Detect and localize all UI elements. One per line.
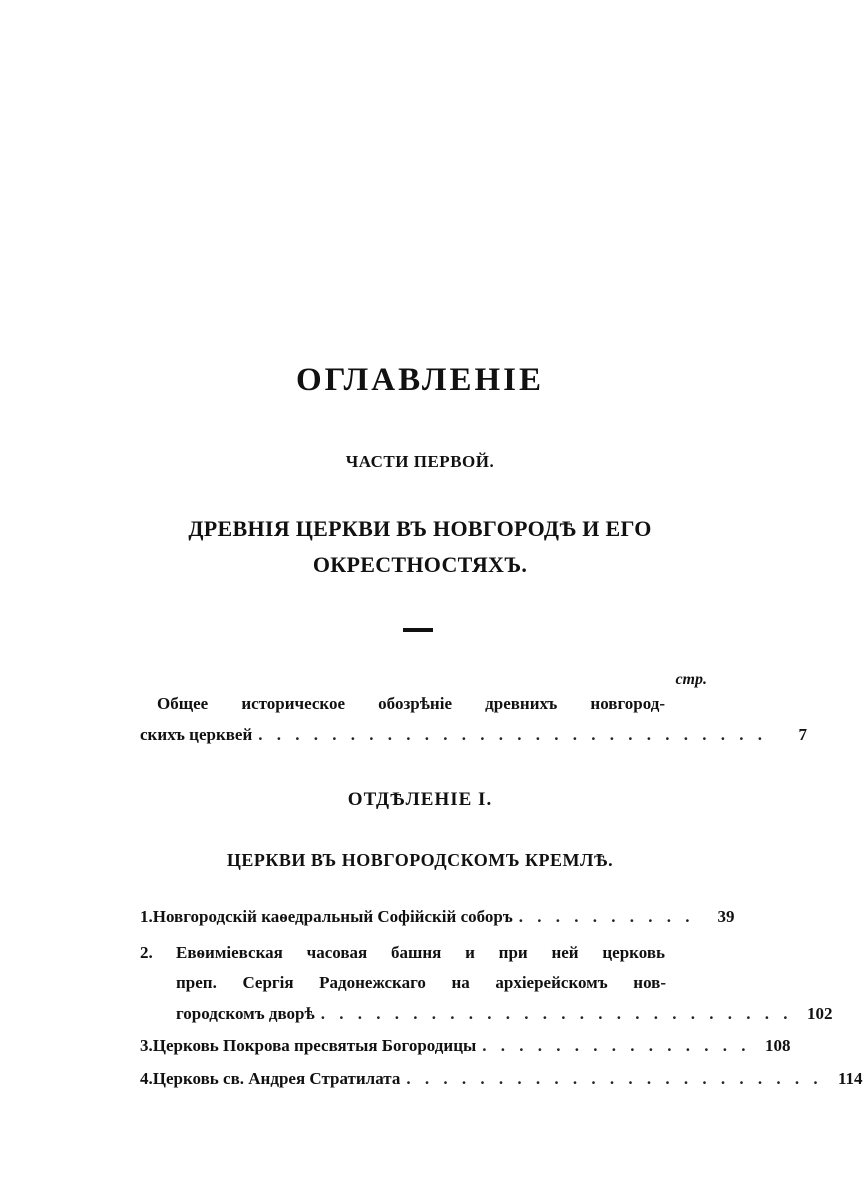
intro-word: древнихъ	[485, 694, 558, 713]
intro-entry-text: скихъ церквей	[140, 725, 253, 744]
section-subheading: ЦЕРКВИ ВЪ НОВГОРОДСКОМЪ КРЕМЛѢ.	[226, 850, 614, 870]
entry-word: часовая	[306, 943, 368, 962]
entry-title: Церковь св. Андрея Стратилата	[152, 1069, 401, 1088]
entry-number: 2.	[140, 943, 153, 962]
entry-page-number: 39	[717, 907, 735, 926]
entry-word: Сергія	[242, 973, 294, 992]
entry-word: на	[451, 973, 470, 992]
entry-word: Евѳиміевская	[176, 943, 283, 962]
entry-number: 3.	[140, 1036, 153, 1055]
intro-word: Общее	[157, 694, 209, 713]
toc-entry-2-line-1	[140, 943, 665, 963]
intro-word: историческое	[241, 694, 346, 713]
entry-word: архіерейскомъ	[495, 973, 608, 992]
intro-page-number: 7	[798, 725, 808, 744]
toc-entry-2-line-2	[176, 973, 666, 993]
section-heading: ОТДѢЛЕНІЕ I.	[347, 789, 493, 810]
toc-entry-3	[140, 1036, 791, 1056]
entry-page-number: 102	[806, 1004, 833, 1023]
intro-word: новгород-	[590, 694, 665, 713]
separator-dash	[403, 628, 433, 632]
entry-word: преп.	[176, 973, 217, 992]
entry-title: Церковь Покрова пресвятыя Богородицы	[152, 1036, 477, 1055]
entry-title-end: городскомъ дворѣ	[176, 1004, 315, 1023]
intro-word: обозрѣніе	[378, 694, 452, 713]
leader-dots: . . . . . . . . . . . . . . . . . . . . . . . . . . . .	[258, 725, 768, 744]
entry-number: 1.	[140, 907, 153, 926]
entry-word: башня	[390, 943, 442, 962]
entry-word: ней	[551, 943, 579, 962]
intro-entry-line-1	[157, 694, 665, 714]
intro-entry-line-2	[140, 725, 808, 745]
entry-page-number: 114	[838, 1069, 863, 1088]
entry-word: нов-	[633, 973, 666, 992]
subtitle-line-1: ДРЕВНІЯ ЦЕРКВИ ВЪ НОВГОРОДѢ И ЕГО	[188, 516, 652, 541]
entry-title: Новгородскій каѳедральный Софійскій соборъ	[152, 907, 513, 926]
page-column-label: стр.	[675, 671, 707, 688]
leader-dots: . . . . . . . . . . . . . . . . . . . . . . .	[406, 1069, 823, 1088]
part-label: ЧАСТИ ПЕРВОЙ.	[345, 452, 495, 471]
toc-entry-2-line-3	[176, 1004, 833, 1024]
leader-dots: . . . . . . . . . . . . . . .	[482, 1036, 751, 1055]
entry-page-number: 108	[765, 1036, 791, 1055]
toc-entry-1	[140, 907, 735, 927]
entry-number: 4.	[140, 1069, 153, 1088]
leader-dots: . . . . . . . . . . . . . . . . . . . . . . . . . .	[320, 1004, 793, 1023]
leader-dots: . . . . . . . . . .	[518, 907, 695, 926]
entry-word: Радонежскаго	[319, 973, 426, 992]
entry-word: и	[465, 943, 475, 962]
toc-entry-4	[140, 1069, 863, 1089]
page-title: ОГЛАВЛЕНІЕ	[296, 362, 544, 398]
entry-word: церковь	[602, 943, 665, 962]
subtitle-line-2: ОКРЕСТНОСТЯХЪ.	[312, 552, 528, 577]
entry-word: при	[498, 943, 528, 962]
